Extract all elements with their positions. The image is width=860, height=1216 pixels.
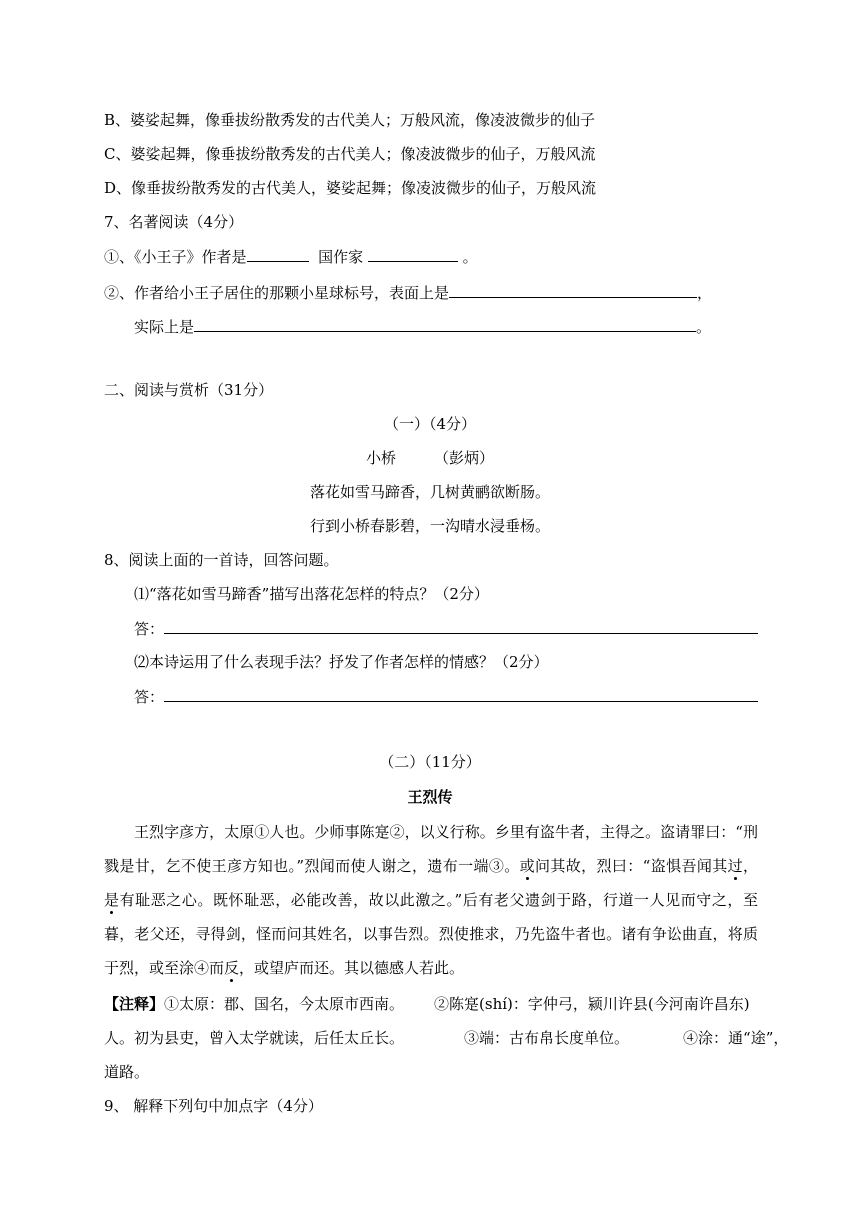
q8-answer-line-2[interactable] [164, 686, 758, 702]
q8-answer-1 [134, 618, 758, 639]
q7-item2 [104, 282, 712, 303]
essay-line-5-a: 于烈，或至涂④而 [104, 959, 225, 977]
q8-answer-label-2: 答： [134, 688, 165, 706]
note-2-cont: 人。初为县吏，曾入太学就读，后任太丘长。 [104, 1029, 405, 1047]
section2-title: 二、阅读与赏析（31分） [104, 381, 274, 399]
q8-answer-label-1: 答： [134, 620, 165, 638]
q7-item1 [104, 246, 478, 267]
q7-blank-author[interactable] [368, 246, 458, 262]
poem-line-1: 落花如雪马蹄香，几树黄鹂欲断肠。 [309, 483, 550, 501]
q7-item2-text-b: ， [697, 284, 713, 302]
poem-title: 小桥 [365, 449, 396, 467]
essay-line-5-c: ，或望庐而还。其以德感人若此。 [239, 959, 465, 977]
dotted-char-shi: 是 [104, 891, 120, 909]
essay-line-2 [104, 856, 758, 876]
note-3: ③端：古布帛长度单位。 [464, 1029, 630, 1047]
note-2: ②陈寔(shí)：字仲弓，颍川许县(今河南许昌东) [434, 995, 750, 1013]
essay-line-2-e: ， [742, 857, 758, 875]
note-line-3: 道路。 [104, 1063, 150, 1081]
essay-line-3 [104, 890, 758, 910]
dotted-char-huo: 或 [519, 857, 536, 875]
q8-sub2: ⑵本诗运用了什么表现手法？抒发了作者怎样的情感？（2分） [134, 653, 549, 671]
q7-item2-text-d: 。 [696, 318, 712, 336]
q7-item2-cont [134, 316, 711, 337]
note-label: 【注释】 [104, 995, 165, 1013]
poem-heading [0, 448, 860, 468]
q7-item2-text-a: ②、作者给小王子居住的那颗小星球标号，表面上是 [104, 284, 450, 302]
q7-blank-surface[interactable] [449, 282, 697, 298]
poem-line-2: 行到小桥春影碧，一沟晴水浸垂杨。 [309, 517, 550, 535]
part1-title: （一）（4分） [383, 415, 477, 433]
essay-title: 王烈传 [407, 788, 453, 806]
poem-author: （彭炳） [434, 449, 495, 467]
q6-option-c: C、婆娑起舞，像垂拔纷散秀发的古代美人；像凌波微步的仙子，万般风流 [104, 145, 596, 163]
essay-line-2-a: 戮是甘，乞不使王彦方知也。”烈闻而使人谢之，遗布一端③。 [104, 857, 520, 875]
essay-line-4: 暮，老父还，寻得剑，怪而问其姓名，以事告烈。烈使推求，乃先盗牛者也。诸有争讼曲直，将质 [104, 925, 758, 943]
q8-title: 8、阅读上面的一首诗，回答问题。 [104, 551, 339, 569]
note-line-2 [104, 1028, 788, 1048]
q7-item1-text-b: 国作家 [318, 248, 364, 266]
dotted-char-fan: 反 [224, 959, 240, 977]
essay-line-2-c: 问其故，烈曰：“盗惧吾闻其 [535, 857, 728, 875]
note-1: ①太原：郡、国名，今太原市西南。 [164, 995, 405, 1013]
note-line-1 [104, 994, 750, 1014]
essay-line-3-b: 有耻恶之心。既怀耻恶，必能改善，故以此激之。”后有老父遗剑于路，行道一人见而守之，至 [119, 891, 758, 909]
q8-sub1: ⑴“落花如雪马蹄香”描写出落花怎样的特点？（2分） [134, 585, 489, 603]
q7-item1-text-c: 。 [462, 248, 478, 266]
q8-answer-line-1[interactable] [164, 618, 758, 634]
essay-line-1: 王烈字彦方，太原①人也。少师事陈寔②，以义行称。乡里有盗牛者，主得之。盗请罪曰：“刑 [134, 823, 758, 841]
q8-answer-2 [134, 686, 758, 707]
q9-title: 9、 解释下列句中加点字（4分） [104, 1097, 323, 1115]
q7-item2-text-c: 实际上是 [134, 318, 195, 336]
part2-title: （二）（11分） [379, 753, 481, 771]
q7-blank-nationality[interactable] [247, 246, 309, 262]
q6-option-b: B、婆娑起舞，像垂拔纷散秀发的古代美人；万般风流，像凌波微步的仙子 [104, 111, 596, 129]
q7-title: 7、名著阅读（4分） [104, 213, 244, 231]
q6-option-d: D、像垂拔纷散秀发的古代美人，婆娑起舞；像凌波微步的仙子，万般风流 [104, 179, 597, 197]
note-4: ④涂：通“途”， [683, 1029, 789, 1047]
q7-item1-text-a: ①、《小王子》作者是 [104, 248, 247, 266]
q7-blank-actual[interactable] [194, 316, 696, 332]
essay-line-5 [104, 958, 464, 978]
dotted-char-guo: 过 [727, 857, 743, 875]
